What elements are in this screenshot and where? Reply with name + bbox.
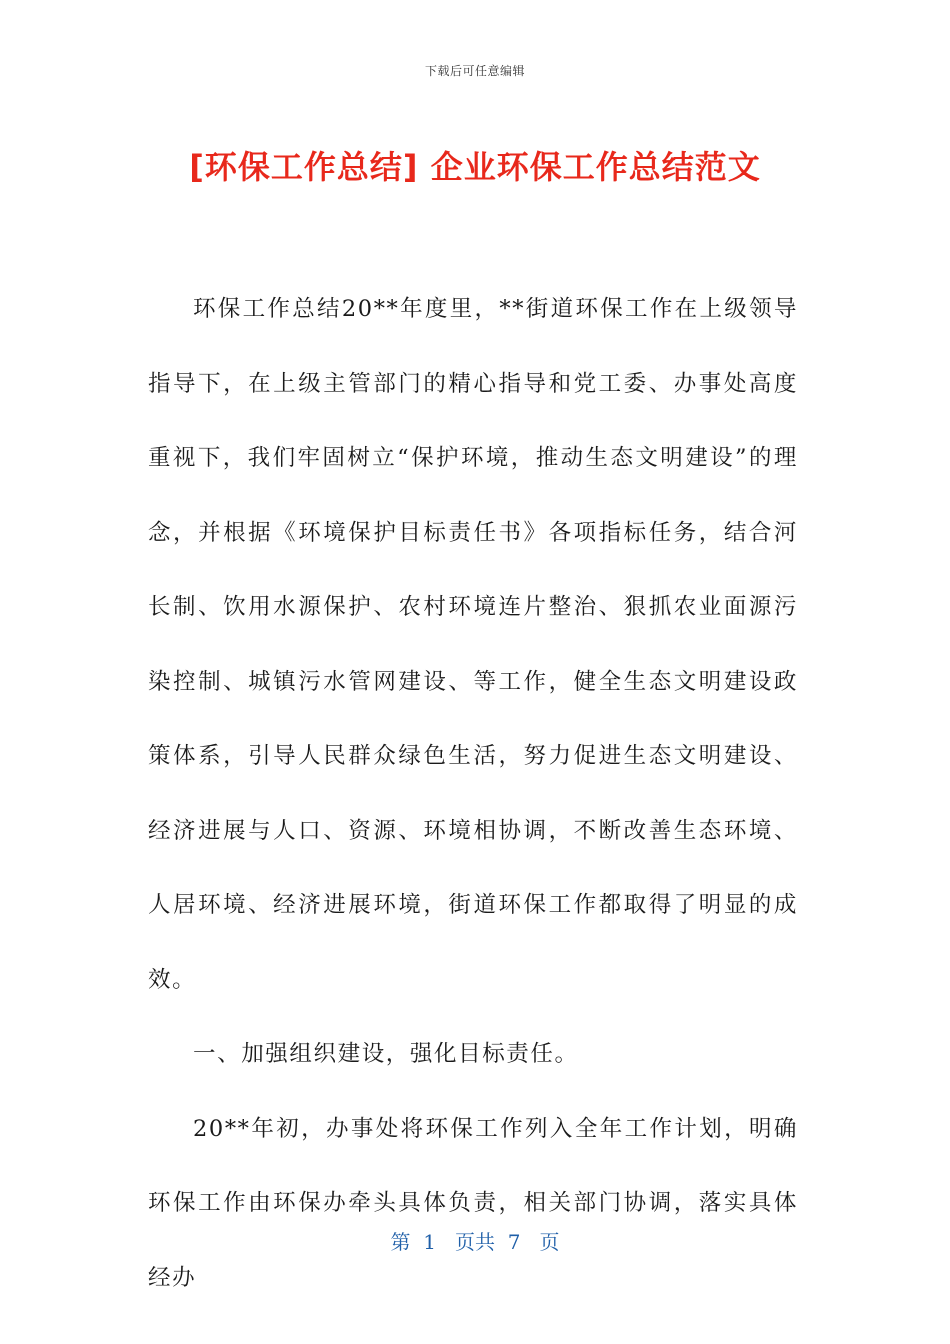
paragraph-section-body: 20**年初，办事处将环保工作列入全年工作计划，明确环保工作由环保办牵头具体负责，相关部门协调，落实具体经办 <box>148 1115 798 1291</box>
document-title: [环保工作总结] 企业环保工作总结范文 <box>189 148 761 186</box>
header-note: 下载后可任意编辑 <box>424 64 525 78</box>
paragraph-section-heading: 一、加强组织建设，强化目标责任。 <box>193 1041 579 1067</box>
paragraph-intro: 环保工作总结20**年度里，**街道环保工作在上级领导指导下，在上级主管部门的精心指导和党工委、办事处高度重视下，我们牢固树立“保护环境，推动生态文明建设”的理念，并根据《环境保护目标责任书》各项指标任务，结合河长制、饮用水源保护、农村环境连片整治、狠抓农业面源污染控制、城镇污水管网建设、等工作，健全生态文明建设政策体系，引导人民群众绿色生活，努力促进生态文明建设、经济进展与人口、资源、环境相协调，不断改善生态环境、人居环境、经济进展环境，街道环保工作都取得了明显的成效。 <box>148 296 798 993</box>
document-body <box>148 272 798 1315</box>
page-number-footer: 第 1 页共 7 页 <box>390 1230 560 1254</box>
